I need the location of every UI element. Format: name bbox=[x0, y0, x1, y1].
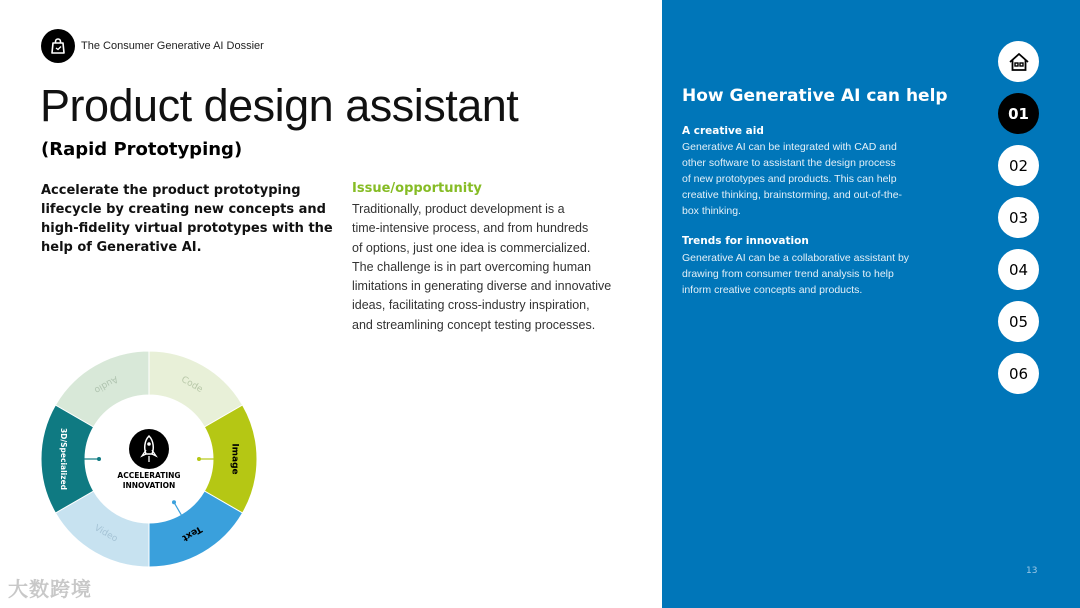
nav-page-02[interactable]: 02 bbox=[998, 145, 1039, 186]
issue-line: time-intensive process, and from hundreds bbox=[352, 221, 589, 236]
issue-line: of options, just one idea is commercialized. bbox=[352, 240, 591, 255]
section-line: creative thinking, brainstorming, and out-of-the- bbox=[682, 189, 903, 201]
section-line: Generative AI can be a collaborative assistant by bbox=[682, 252, 910, 264]
page-subtitle: (Rapid Prototyping) bbox=[41, 139, 243, 160]
wheel-label-video: Video bbox=[92, 523, 120, 545]
nav-page-03[interactable]: 03 bbox=[998, 197, 1039, 238]
section-line: box thinking. bbox=[682, 205, 741, 217]
wheel-connector-dot bbox=[172, 500, 176, 504]
section-line: Generative AI can be integrated with CAD and bbox=[682, 141, 897, 153]
wheel-label-text: Text bbox=[180, 523, 204, 543]
section-line: other software to assistant the design process bbox=[682, 157, 896, 169]
dossier-brand bbox=[41, 29, 264, 63]
section-body-creative-aid bbox=[682, 139, 902, 219]
right-panel bbox=[662, 0, 1080, 608]
section-line: inform creative concepts and products. bbox=[682, 284, 863, 296]
capability-wheel bbox=[38, 348, 260, 570]
section-body-trends bbox=[682, 250, 909, 298]
shopping-bag-icon bbox=[41, 29, 75, 63]
wheel-connector-dot bbox=[97, 457, 101, 461]
watermark: 大数跨境 bbox=[8, 577, 92, 601]
section-line: of new prototypes and products. This can help bbox=[682, 173, 897, 185]
nav-page-06[interactable]: 06 bbox=[998, 353, 1039, 394]
home-icon bbox=[1007, 50, 1031, 74]
page-title: Product design assistant bbox=[40, 80, 519, 131]
wheel-label-audio: Audio bbox=[92, 373, 120, 395]
nav-page-04[interactable]: 04 bbox=[998, 249, 1039, 290]
wheel-connector-dot bbox=[197, 457, 201, 461]
wheel-center-label-2: INNOVATION bbox=[122, 481, 176, 490]
issue-body bbox=[352, 200, 642, 335]
lead-paragraph: Accelerate the product prototyping lifecycle by creating new concepts and high-fidelity virtual prototypes with the help of Generative AI. bbox=[41, 183, 333, 255]
section-title-creative-aid: A creative aid bbox=[682, 125, 764, 137]
wheel-center-label-1: ACCELERATING bbox=[117, 471, 181, 480]
nav-page-05[interactable]: 05 bbox=[998, 301, 1039, 342]
issue-line: and streamlining concept testing processes. bbox=[352, 317, 596, 332]
issue-line: limitations in generating diverse and innovative bbox=[352, 279, 612, 294]
issue-heading: Issue/opportunity bbox=[352, 181, 482, 196]
wheel-label-code: Code bbox=[179, 374, 205, 396]
section-title-trends: Trends for innovation bbox=[682, 235, 809, 247]
wheel-label-image: Image bbox=[229, 443, 240, 475]
issue-line: The challenge is in part overcoming human bbox=[352, 259, 592, 274]
panel-title: How Generative AI can help bbox=[682, 86, 948, 106]
issue-line: ideas, facilitating cross-industry inspiration, bbox=[352, 298, 590, 313]
section-line: drawing from consumer trend analysis to help bbox=[682, 268, 894, 280]
page-number: 13 bbox=[1026, 566, 1038, 576]
dossier-label: The Consumer Generative AI Dossier bbox=[81, 40, 264, 52]
wheel-label-3d-specialized: 3D/Specialized bbox=[59, 427, 68, 491]
nav-page-01[interactable]: 01 bbox=[998, 93, 1039, 134]
home-button[interactable] bbox=[998, 41, 1039, 82]
issue-line: Traditionally, product development is a bbox=[352, 202, 565, 216]
